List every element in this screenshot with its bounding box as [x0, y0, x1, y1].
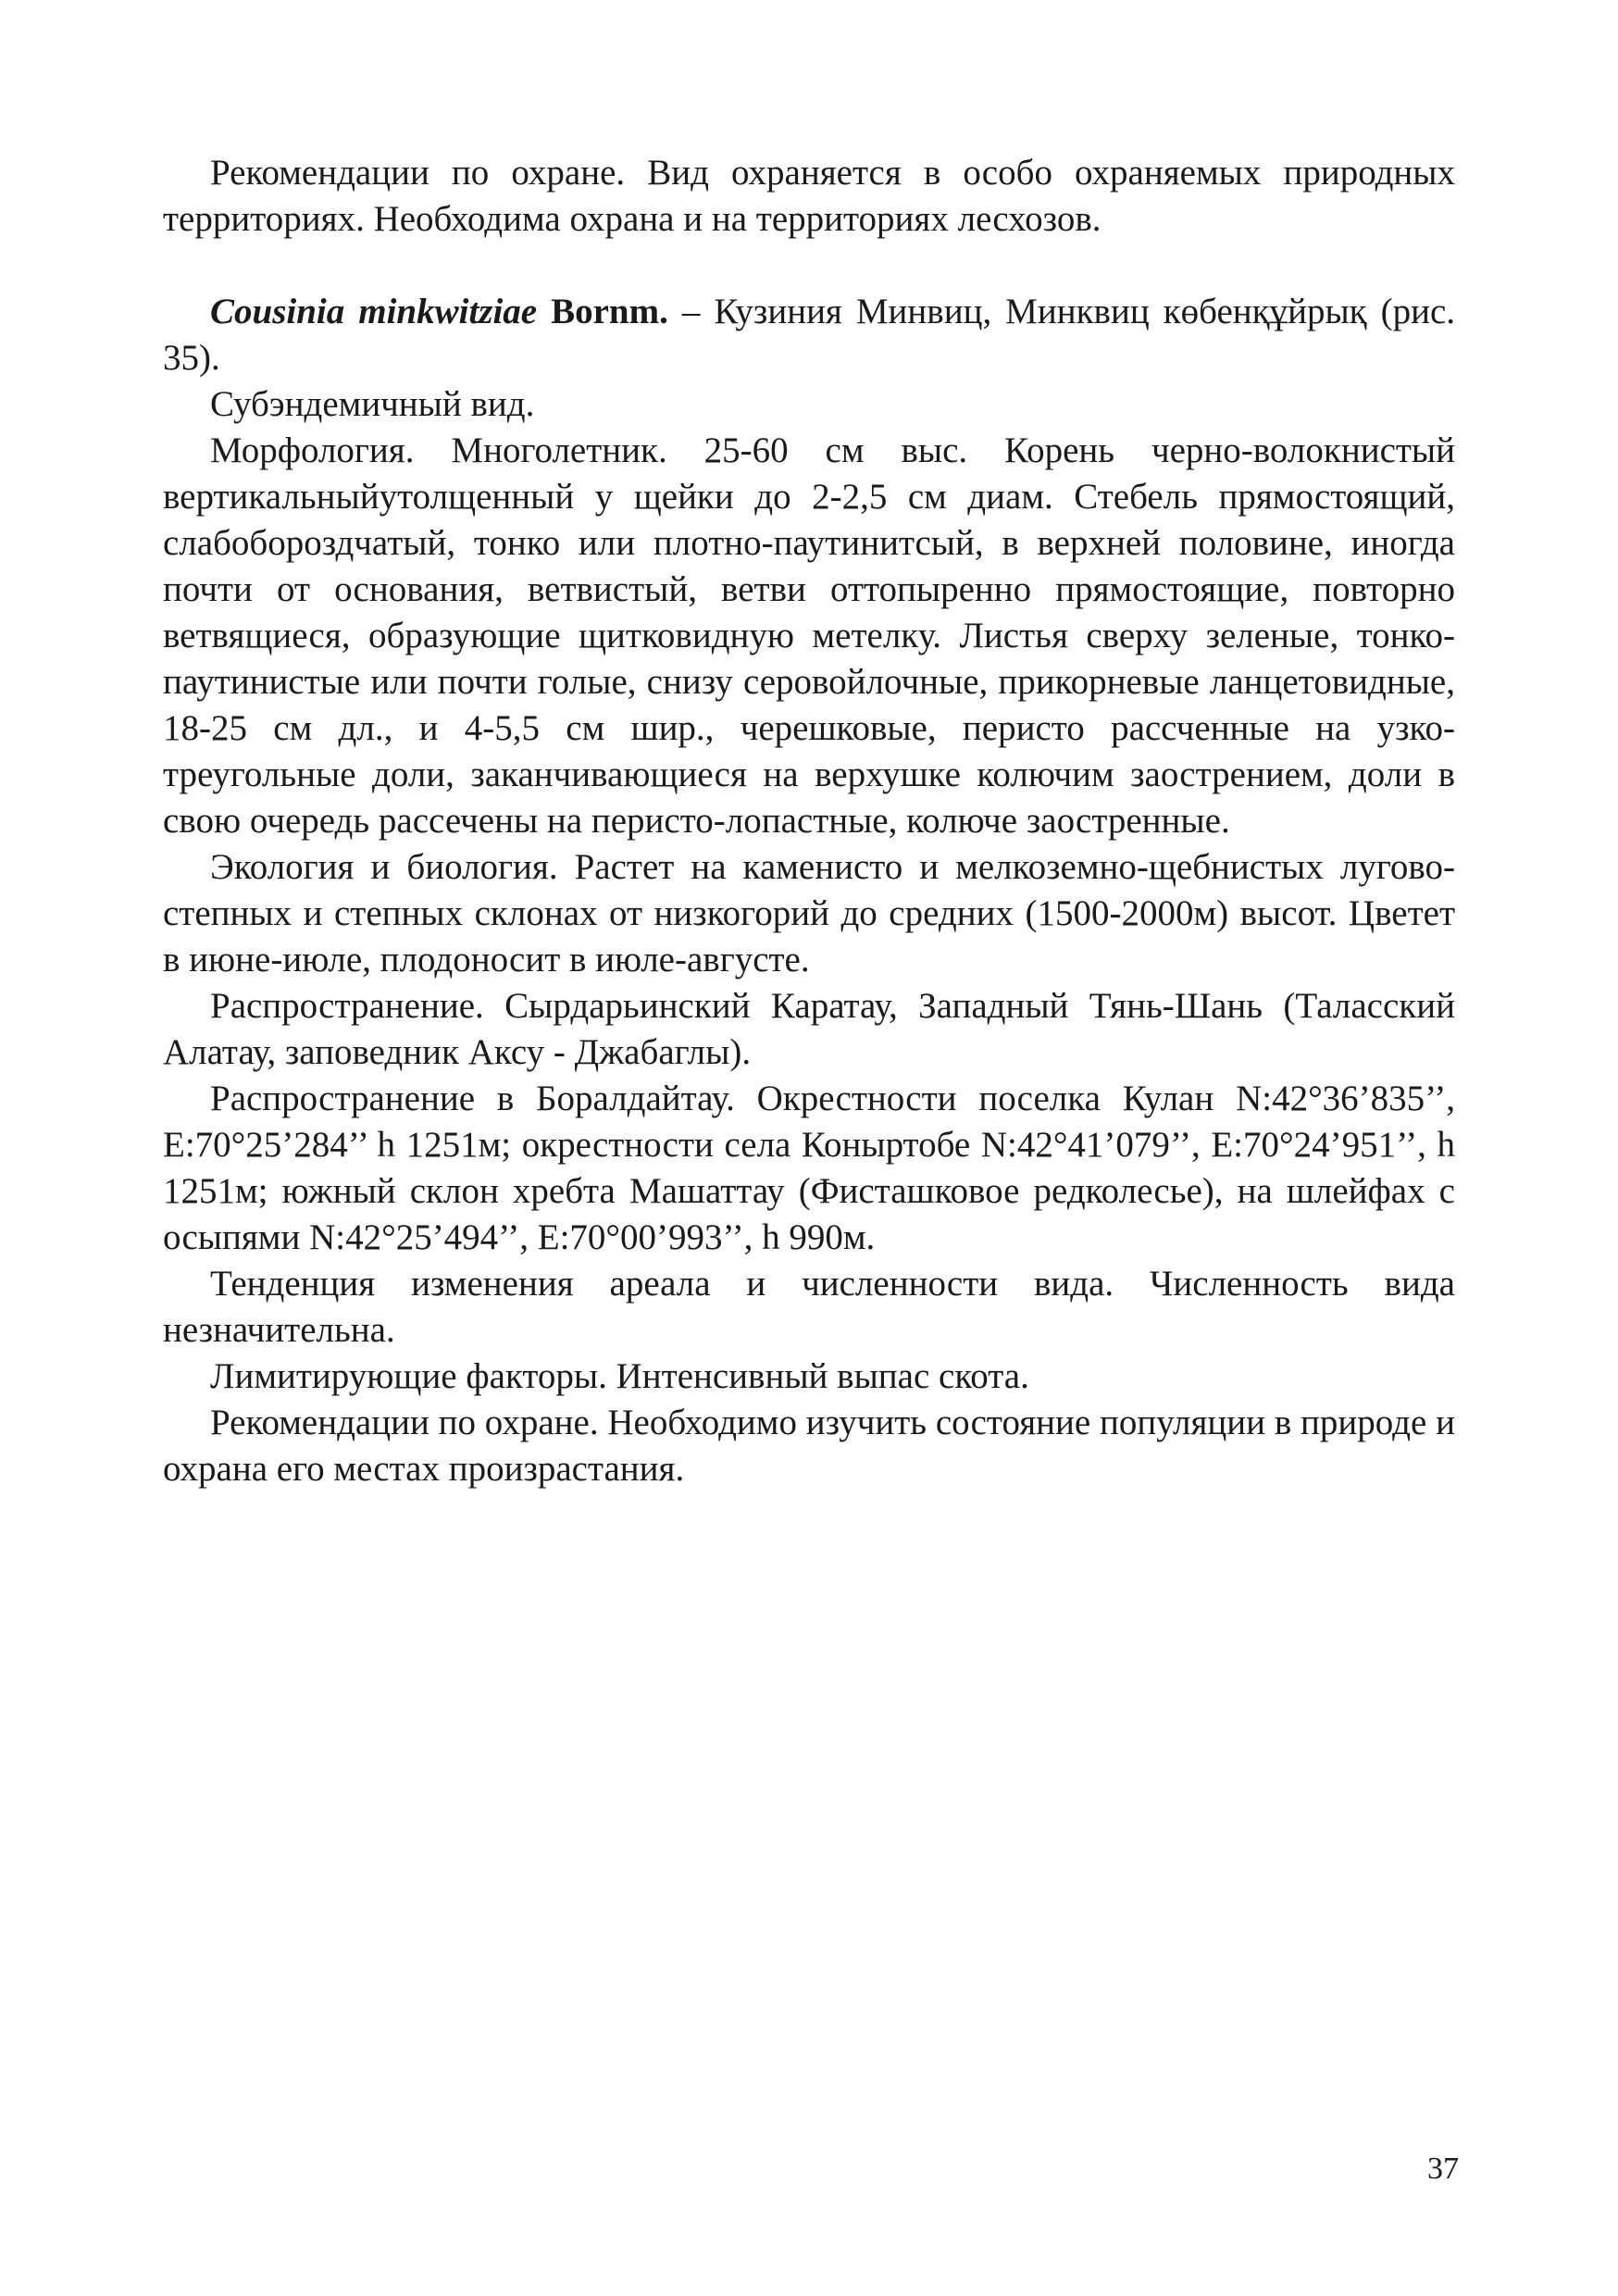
species-heading	[163, 289, 1455, 381]
page-number: 37	[1427, 2152, 1459, 2186]
paragraph-subendemic: Субэндемичный вид.	[210, 384, 535, 424]
paragraph-protection-recommendations-2: Рекомендации по охране. Необходимо изучить состояние популяции в природе и охрана его местах произрастания.	[163, 1403, 1455, 1489]
species-common-names: – Кузиния Минвиц, Минквиц көбенқұйрық (рис. 35).	[163, 292, 1456, 378]
paragraph-distribution: Распространение. Сырдарьинский Каратау, Западный Тянь-Шань (Таласский Алатау, заповедник Аксу - Джабаглы).	[163, 986, 1455, 1072]
species-latin-name: Cousinia minkwitziae	[210, 292, 538, 331]
paragraph-trend: Тенденция изменения ареала и численности вида. Численность вида незначительна.	[163, 1264, 1455, 1350]
paragraph-limiting-factors: Лимитирующие факторы. Интенсивный выпас скота.	[210, 1356, 1029, 1396]
body-text	[163, 150, 1455, 1492]
paragraph-distribution-boraldaytau: Распространение в Боралдайтау. Окрестности поселка Кулан N:42°36’835’’, E:70°25’284’’ h 1251м; окрестности села Коныртобе N:42°41’079’’, E:70°24’951’’, h 1251м; южный склон хребта Машаттау (Фисташковое редколесье), на шлейфах с осыпями N:42°25’494’’, E:70°00’993’’, h 990м.	[163, 1079, 1455, 1257]
paragraph-protection-recommendations: Рекомендации по охране. Вид охраняется в особо охраняемых природных территориях. Необходима охрана и на территориях лесхозов.	[163, 153, 1455, 239]
species-author: Bornm.	[551, 292, 668, 331]
paragraph-morphology: Морфология. Многолетник. 25-60 см выс. Корень черно-волокнистый вертикальныйутолщенный у щейки до 2-2,5 см диам. Стебель прямостоящий, слабобороздчатый, тонко или плотно-паутинитсый, в верхней половине, иногда почти от основания, ветвистый, ветви оттопыренно прямостоящие, повторно ветвящиеся, образующие щитковидную метелку. Листья сверху зеленые, тонко-паутинистые или почти голые, снизу серовойлочные, прикорневые ланцетовидные, 18-25 см дл., и 4-5,5 см шир., черешковые, перисто рассченные на узко-треугольные доли, заканчивающиеся на верхушке колючим заострением, доли в свою очередь рассечены на перисто-лопастные, колюче заостренные.	[163, 430, 1455, 841]
paragraph-ecology: Экология и биология. Растет на каменисто и мелкоземно-щебнистых лугово-степных и степных склонах от низкогорий до средних (1500-2000м) высот. Цветет в июне-июле, плодоносит в июле-августе.	[163, 847, 1455, 980]
